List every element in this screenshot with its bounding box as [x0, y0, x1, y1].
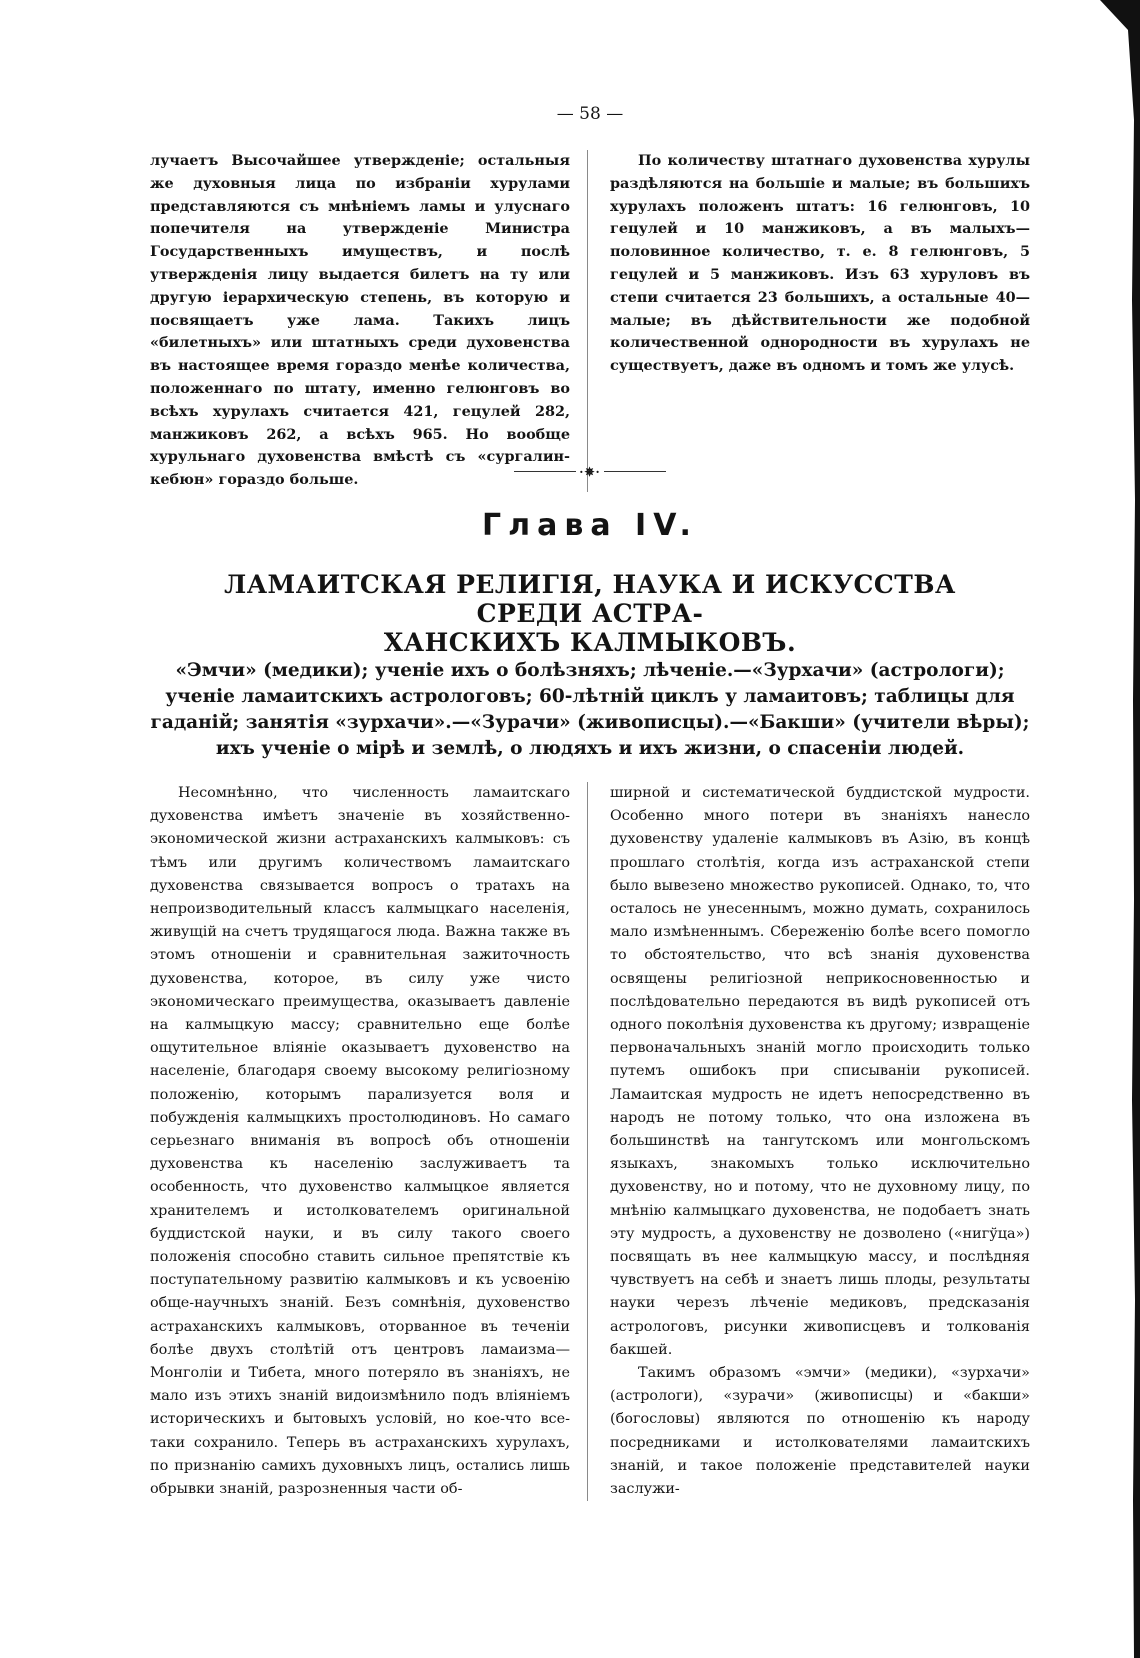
scan-page-edge: [1090, 0, 1140, 1658]
bottom-right-paragraph-1: ширной и систематической буддистской мудрости. Особенно много потери въ знаніяхъ нанесло духовенству удаленіе калмыковъ въ Азію, въ концѣ прошлаго столѣтія, когда изъ астраханской степи было вывезено множество рукописей. Однако, то, что осталось не унесеннымъ, можно думать, сохранилось мало измѣненнымъ. Сбереженію болѣе всего помогло то обстоятельство, что всѣ знанія духовенства освящены религіозной неприкосновенностью и послѣдовательно передаются въ видѣ рукописей отъ одного поколѣнія духовенства къ другому; извращеніе первоначальныхъ знаній могло происходить только путемъ ошибокъ при списываніи рукописей. Ламаитская мудрость не идетъ непосредственно въ народъ не потому только, что она изложена въ большинствѣ на тангутскомъ или монгольскомъ языкахъ, знакомыхъ только исключительно духовенству, но и потому, что не духовному лицу, по мнѣнію калмыцкаго духовенства, не подобаетъ знать эту мудрость, а духовенству не дозволено («нигўца») посвящать въ нее калмыцкую массу, и послѣдняя чувствуетъ на себѣ и знаетъ лишь плоды, результаты науки черезъ лѣченіе медиковъ, предсказанія астрологовъ, рисунки живописцевъ и толкованія бакшей.: [610, 785, 1030, 1358]
chapter-title-line-1: ЛАМАИТСКАЯ РЕЛИГІЯ, НАУКА И ИСКУССТВА СРЕДИ АСТРА-: [224, 570, 956, 628]
bottom-left-column: [150, 782, 570, 1501]
page-number: — 58 —: [556, 104, 624, 124]
bottom-left-paragraph: Несомнѣнно, что численность ламаитскаго духовенства имѣетъ значеніе въ хозяйственно-экономической жизни астраханскихъ калмыковъ: съ тѣмъ или другимъ количествомъ ламаитскаго духовенства связывается вопросъ о тратахъ на непроизводительный классъ калмыцкаго населенія, живущій на счетъ трудящагося люда. Важна также въ этомъ отношеніи и сравнительная зажиточность духовенства, которое, въ силу уже чисто экономическаго преимущества, оказываетъ давленіе на калмыцкую массу; сравнительно еще болѣе ощутительное вліяніе оказываетъ духовенство на населеніе, благодаря своему высокому религіозному положенію, которымъ парализуется воля и побужденія калмыцкихъ простолюдиновъ. Но самаго серьезнаго вниманія въ вопросѣ объ отношеніи духовенства къ населенію заслуживаетъ та особенность, что духовенство калмыцкое является хранителемъ и истолкователемъ оригинальной буддистской науки, и въ силу такого своего положенія способно ставить сильное препятствіе къ поступательному развитію калмыковъ и къ усвоенію обще-научныхъ знаній. Безъ сомнѣнія, духовенство астраханскихъ калмыковъ, оторванное въ теченіи болѣе двухъ столѣтій отъ центровъ ламаизма—Монголіи и Тибета, много потеряло въ знаніяхъ, не мало изъ этихъ знаній видоизмѣнило подъ вліяніемъ историческихъ и бытовыхъ условій, но кое-что все-таки сохранило. Теперь въ астраханскихъ хурулахъ, по признанію самихъ духовныхъ лицъ, остались лишь обрывки знаній, разрозненныя части об-: [150, 785, 570, 1498]
bottom-right-column: [587, 782, 1030, 1501]
divider-line-right: [604, 471, 666, 472]
bottom-two-column-block: [150, 782, 1030, 1501]
top-right-paragraph: По количеству штатнаго духовенства хурулы раздѣляются на большіе и малые; въ большихъ хурулахъ положенъ штатъ: 16 гелюнговъ, 10 гецулей и 10 манжиковъ, а въ малыхъ—половинное количество, т. е. 8 гелюнговъ, 5 гецулей и 5 манжиковъ. Изъ 63 хуруловъ въ степи считается 23 большихъ, а остальные 40—малые; въ дѣйствительности же подобной количественной однородности въ хурулахъ не существуетъ, даже въ одномъ и томъ же улусѣ.: [610, 152, 1030, 375]
bottom-right-paragraph-2: Такимъ образомъ «эмчи» (медики), «зурхачи» (астрологи), «зурачи» (живописцы) и «бакши» (богословы) являются по отношенію къ народу посредниками и истолкователями ламаитскихъ знаній, и такое положеніе представителей науки заслужи-: [610, 1365, 1030, 1498]
section-divider-ornament: [150, 464, 1030, 479]
top-two-column-block: [150, 150, 1030, 492]
divider-line-left: [514, 471, 576, 472]
top-right-column: [587, 150, 1030, 492]
chapter-label: Глава IV.: [482, 508, 698, 543]
top-left-paragraph: лучаетъ Высочайшее утвержденіе; остальныя же духовныя лица по избраніи хурулами представляются съ мнѣніемъ ламы и улуснаго попечителя на утвержденіе Министра Государственныхъ имуществъ, и послѣ утвержденія лицу выдается билетъ на ту или другую іерархическую степень, въ которую и посвящаетъ уже лама. Такихъ лицъ «билетныхъ» или штатныхъ среди духовенства въ настоящее время гораздо менѣе количества, положеннаго по штату, именно гелюнговъ во всѣхъ хурулахъ считается 421, гецулей 282, манжиковъ 262, а всѣхъ 965. Но вообще хурульнаго духовенства вмѣстѣ съ «сургалин-кебюн» гораздо больше.: [150, 152, 570, 489]
divider-flourish-icon: ·✵·: [579, 464, 601, 479]
top-left-column: [150, 150, 570, 492]
book-page: [150, 0, 1050, 1658]
chapter-title-line-2: ХАНСКИХЪ КАЛМЫКОВЪ.: [383, 628, 797, 657]
chapter-summary: «Эмчи» (медики); ученіе ихъ о болѣзняхъ; лѣченіе.—«Зурхачи» (астрологи); ученіе ламаитскихъ астрологовъ; 60-лѣтній циклъ у ламаитовъ; таблицы для гаданій; занятія «зурхачи».—«Зурачи» (живописцы).—«Бакши» (учители вѣры); ихъ ученіе о мірѣ и землѣ, о людяхъ и ихъ жизни, о спасеніи людей.: [150, 660, 1030, 759]
chapter-title: [190, 570, 990, 657]
